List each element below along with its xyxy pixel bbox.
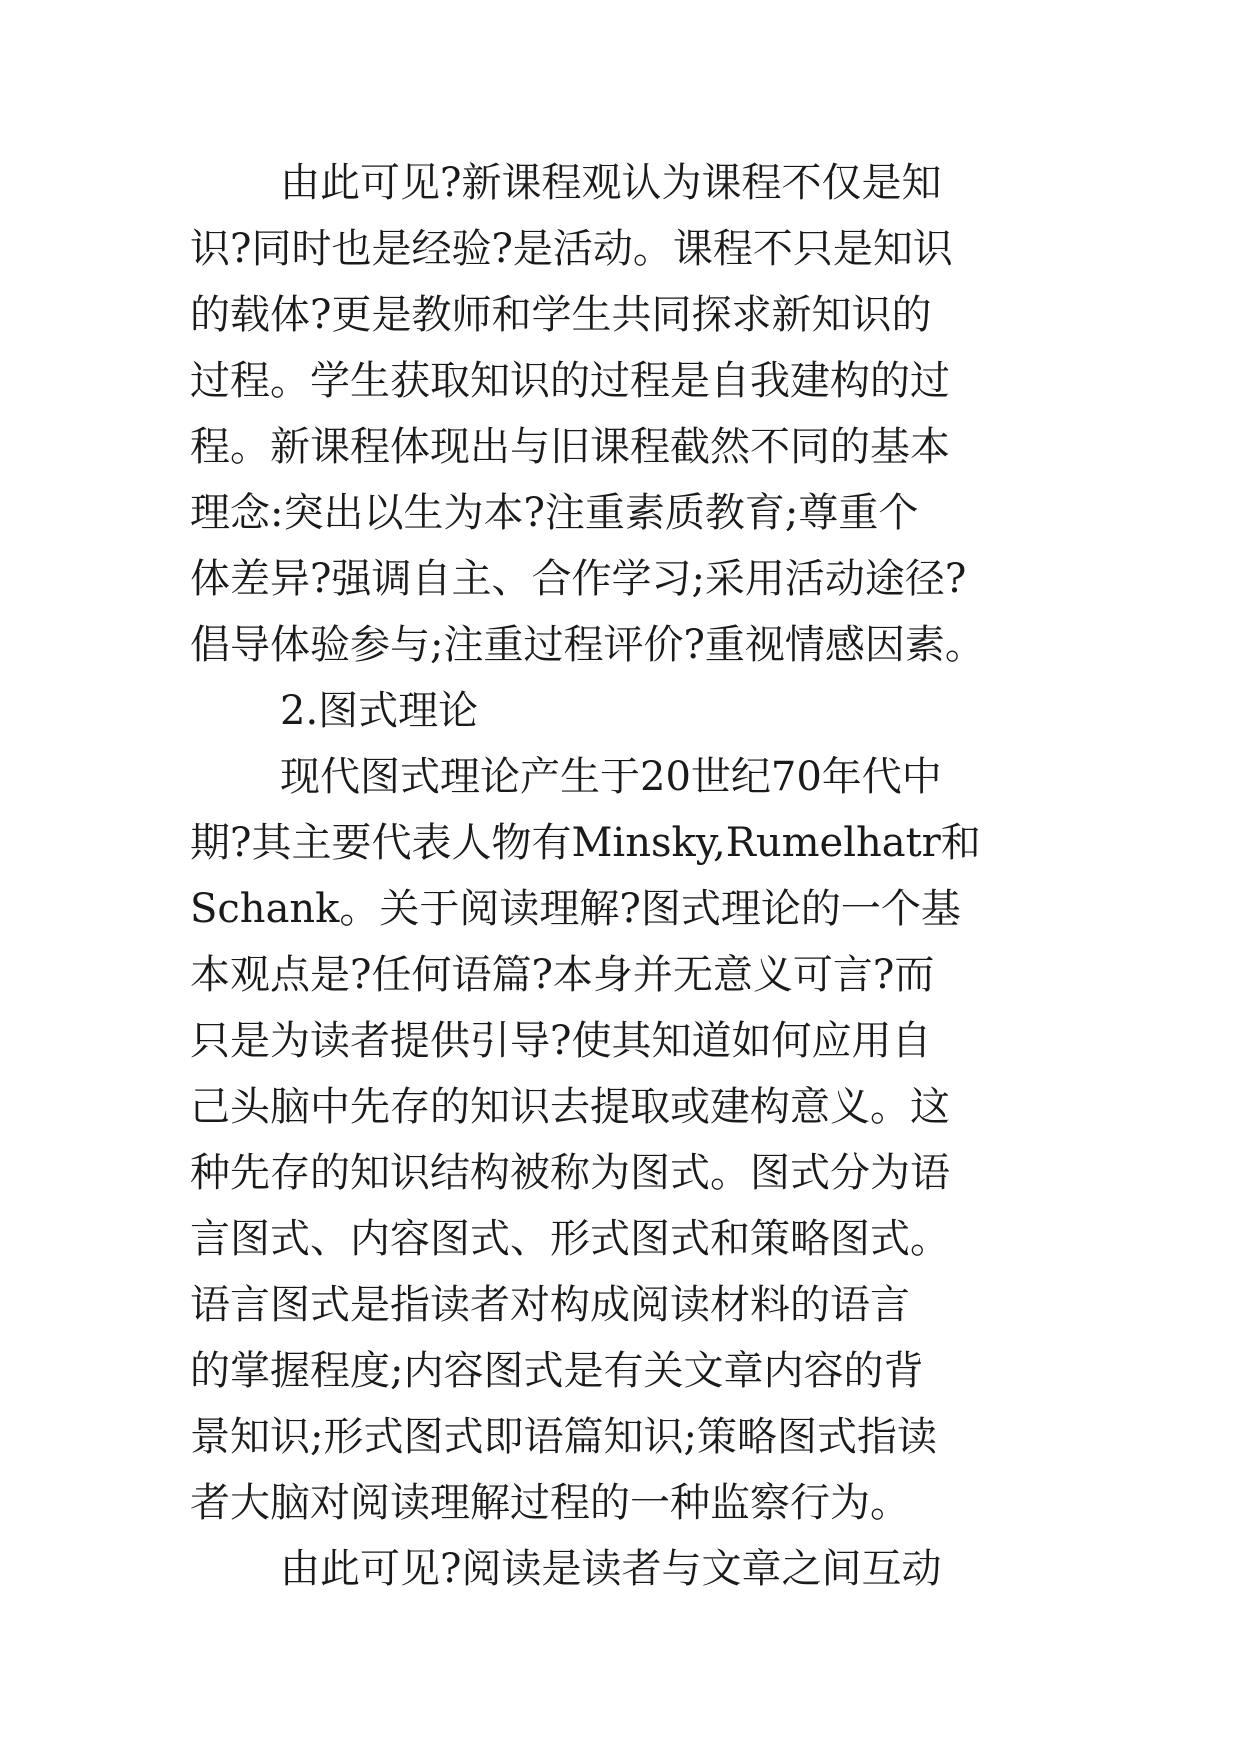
document-body — [190, 150, 1070, 1602]
text-line: 本观点是?任何语篇?本身并无意义可言?而 — [190, 952, 935, 998]
text-line: 的载体?更是教师和学生共同探求新知识的 — [190, 292, 932, 338]
text-line: 的掌握程度;内容图式是有关文章内容的背 — [190, 1348, 924, 1394]
text-line: 现代图式理论产生于20世纪70年代中 — [280, 754, 942, 800]
text-line: 由此可见?新课程观认为课程不仅是知 — [280, 160, 942, 206]
text-line: 者大脑对阅读理解过程的一种监察行为。 — [190, 1480, 910, 1526]
text-line: 种先存的知识结构被称为图式。图式分为语 — [190, 1150, 950, 1196]
text-line: 倡导体验参与;注重过程评价?重视情感因素。 — [190, 622, 985, 668]
text-line: 理念:突出以生为本?注重素质教育;尊重个 — [190, 490, 919, 536]
text-line: 体差异?强调自主、合作学习;采用活动途径? — [190, 556, 967, 602]
text-line: 只是为读者提供引导?使其知道如何应用自 — [190, 1018, 932, 1064]
text-line: Schank。关于阅读理解?图式理论的一个基 — [190, 886, 961, 932]
text-line: 己头脑中先存的知识去提取或建构意义。这 — [190, 1084, 950, 1130]
text-line: 言图式、内容图式、形式图式和策略图式。 — [190, 1216, 950, 1262]
text-line: 由此可见?阅读是读者与文章之间互动 — [280, 1546, 942, 1592]
text-line: 景知识;形式图式即语篇知识;策略图式指读 — [190, 1414, 937, 1460]
section-heading: 2.图式理论 — [280, 688, 479, 734]
text-line: 期?其主要代表人物有Minsky,Rumelhatr和 — [190, 820, 981, 866]
text-line: 程。新课程体现出与旧课程截然不同的基本 — [190, 424, 950, 470]
text-line: 过程。学生获取知识的过程是自我建构的过 — [190, 358, 950, 404]
text-line: 识?同时也是经验?是活动。课程不只是知识 — [190, 226, 953, 272]
text-line: 语言图式是指读者对构成阅读材料的语言 — [190, 1282, 910, 1328]
